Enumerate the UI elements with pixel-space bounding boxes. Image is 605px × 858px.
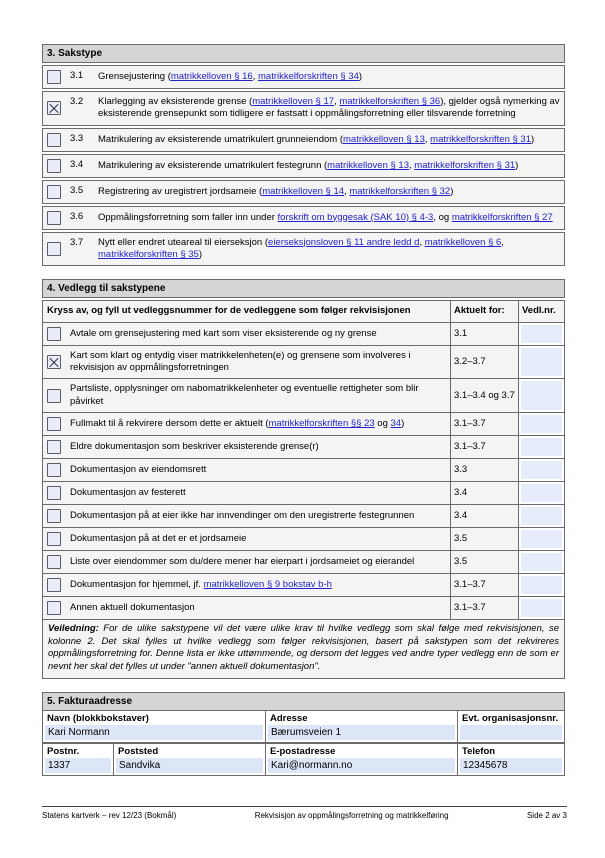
vedlnr-input[interactable] xyxy=(521,484,562,502)
row-text-segment: Dokumentasjon på at eier ikke har innvendinger om den uregistrerte festegrunnen xyxy=(70,509,415,521)
telefon-input[interactable]: 12345678 xyxy=(460,758,562,773)
sakstype-row-3.5 xyxy=(42,180,565,204)
sakstype-rows xyxy=(42,65,565,266)
row-text-segment: Fullmakt til å rekvirere dersom dette er aktuelt ( xyxy=(70,417,269,429)
vedlegg-label xyxy=(70,556,446,568)
section-vedlegg xyxy=(42,279,565,679)
law-reference-link[interactable]: 34 xyxy=(390,417,402,429)
row-text-segment: ) xyxy=(401,417,405,429)
epost-cell xyxy=(265,744,457,775)
vedlnr-cell xyxy=(518,379,564,412)
vedlegg-checkbox[interactable] xyxy=(47,463,61,477)
navn-input[interactable]: Kari Normann xyxy=(45,725,263,740)
vedlnr-input[interactable] xyxy=(521,461,562,479)
adresse-cell xyxy=(265,711,457,742)
vedlnr-cell xyxy=(518,528,564,550)
vedlegg-label xyxy=(70,441,446,453)
sakstype-checkbox-3.7[interactable] xyxy=(47,242,61,256)
postnr-input[interactable]: 1337 xyxy=(45,758,111,773)
row-text-segment: ) xyxy=(358,70,363,82)
navn-cell xyxy=(43,711,265,742)
aktuelt-for-value: 3.5 xyxy=(450,551,518,573)
law-reference-link[interactable]: matrikkelloven § 17 xyxy=(252,96,335,107)
orgnr-cell xyxy=(457,711,564,742)
vedlegg-label xyxy=(70,510,446,522)
vedlegg-label xyxy=(70,328,446,340)
row-text-segment: , xyxy=(424,133,431,145)
telefon-cell xyxy=(457,744,564,775)
vedlegg-checkbox[interactable] xyxy=(47,578,61,592)
vedlegg-label xyxy=(70,579,446,591)
aktuelt-for-value: 3.2–3.7 xyxy=(450,346,518,379)
law-reference-link[interactable]: matrikkelforskriften § 36 xyxy=(339,96,441,107)
poststed-input[interactable]: Sandvika xyxy=(116,758,263,773)
sakstype-number: 3.3 xyxy=(70,132,84,144)
vedlegg-label xyxy=(70,350,446,375)
footer-left: Statens kartverk – rev 12/23 (Bokmål) xyxy=(42,811,177,820)
row-text-segment: Liste over eiendommer som du/dere mener har eierpart i jordsameiet og eierandel xyxy=(70,555,415,567)
vedlnr-cell xyxy=(518,459,564,481)
row-text-segment: , xyxy=(252,70,259,82)
sakstype-label xyxy=(98,160,560,172)
sakstype-checkbox-3.1[interactable] xyxy=(47,70,61,84)
row-text-segment: Klarlegging av eksisterende grense ( xyxy=(98,96,253,107)
aktuelt-for-value: 3.1–3.7 xyxy=(450,597,518,619)
postnr-label: Postnr. xyxy=(47,746,80,758)
law-reference-link[interactable]: forskrift om byggesak (SAK 10) § 4-3 xyxy=(277,211,434,223)
vedlnr-cell xyxy=(518,482,564,504)
vedlegg-label xyxy=(70,418,446,430)
vedlegg-label xyxy=(70,464,446,476)
law-reference-link[interactable]: matrikkelforskriften § 31 xyxy=(414,159,516,171)
row-text-segment: , og xyxy=(433,211,452,223)
section-fakturaadresse-header: 5. Fakturaadresse xyxy=(42,692,565,711)
sakstype-number: 3.7 xyxy=(70,236,84,248)
row-text-segment: Matrikulering av eksisterende umatrikulert grunneiendom ( xyxy=(98,133,344,145)
adresse-input[interactable]: Bærumsveien 1 xyxy=(268,725,455,740)
vedlegg-row xyxy=(42,412,565,436)
page-footer xyxy=(42,806,567,820)
law-reference-link[interactable]: matrikkelloven § 6 xyxy=(424,236,502,248)
row-text-segment: Kart som klart og entydig viser matrikkelenheten(e) og grensene som involveres i rekvisisjon av oppmålingsforretningen xyxy=(70,349,411,374)
law-reference-link[interactable]: matrikkelloven § 13 xyxy=(327,159,410,171)
veiledning-note xyxy=(42,619,565,679)
vedlegg-checkbox[interactable] xyxy=(47,601,61,615)
law-reference-link[interactable]: eierseksjonsloven § 11 andre ledd d xyxy=(268,236,420,248)
vedlnr-input[interactable] xyxy=(521,599,562,617)
row-text-segment: Oppmålingsforretning som faller inn under xyxy=(98,211,278,223)
vedlegg-column-header-row xyxy=(42,300,565,322)
vedlnr-input[interactable] xyxy=(521,381,562,410)
sakstype-label xyxy=(98,96,560,121)
vedlegg-row-main xyxy=(43,574,450,596)
vedlegg-checkbox[interactable] xyxy=(47,417,61,431)
vedlnr-cell xyxy=(518,597,564,619)
law-reference-link[interactable]: matrikkelforskriften § 31 xyxy=(430,133,531,145)
vedlegg-row-main xyxy=(43,482,450,504)
vedlnr-cell xyxy=(518,551,564,573)
sakstype-row-3.2 xyxy=(42,91,565,126)
sakstype-checkbox-3.5[interactable] xyxy=(47,185,61,199)
aktuelt-for-value: 3.1–3.7 xyxy=(450,436,518,458)
vedlnr-input[interactable] xyxy=(521,348,562,377)
vedlegg-row xyxy=(42,435,565,459)
column-header-vedlnr: Vedl.nr. xyxy=(518,301,564,321)
sakstype-number: 3.4 xyxy=(70,158,84,170)
vedlegg-row-main xyxy=(43,379,450,412)
orgnr-label: Evt. organisasjonsnr. xyxy=(462,713,559,725)
aktuelt-for-value: 3.1–3.7 xyxy=(450,574,518,596)
sakstype-label xyxy=(98,71,560,83)
epost-label: E-postadresse xyxy=(270,746,336,758)
row-text-segment: Dokumentasjon for hjemmel, jf. xyxy=(70,578,204,590)
vedlegg-checkbox[interactable] xyxy=(47,355,61,369)
epost-input[interactable]: Kari@normann.no xyxy=(268,758,455,773)
row-text-segment: og xyxy=(374,417,391,429)
column-header-aktuelt: Aktuelt for: xyxy=(450,301,518,321)
poststed-cell xyxy=(113,744,265,775)
vedlnr-input[interactable] xyxy=(521,530,562,548)
row-text-segment: Nytt eller endret uteareal til eierseksjon ( xyxy=(98,236,269,248)
footer-right: Side 2 av 3 xyxy=(526,811,567,820)
vedlegg-rows xyxy=(42,322,565,620)
row-text-segment: Eldre dokumentasjon som beskriver eksisterende grense(r) xyxy=(70,440,319,452)
vedlnr-input[interactable] xyxy=(521,507,562,525)
vedlegg-label xyxy=(70,602,446,614)
row-text-segment: Matrikulering av eksisterende umatrikulert festegrunn ( xyxy=(98,159,328,171)
row-text-segment: ) xyxy=(531,133,535,145)
row-text-segment: Registrering av uregistrert jordsameie ( xyxy=(98,185,263,197)
vedlegg-row xyxy=(42,573,565,597)
vedlegg-row xyxy=(42,378,565,413)
footer-center: Rekvisisjon av oppmålingsforretning og matrikkelføring xyxy=(254,811,449,820)
vedlegg-row-main xyxy=(43,436,450,458)
vedlnr-input[interactable] xyxy=(521,553,562,571)
vedlegg-row-main xyxy=(43,346,450,379)
sakstype-checkbox-3.4[interactable] xyxy=(47,159,61,173)
sakstype-row-3.3 xyxy=(42,128,565,152)
aktuelt-for-value: 3.1–3.7 xyxy=(450,413,518,435)
poststed-label: Poststed xyxy=(118,746,159,758)
law-reference-link[interactable]: matrikkelforskriften § 35 xyxy=(98,249,199,261)
aktuelt-for-value: 3.3 xyxy=(450,459,518,481)
sakstype-number: 3.5 xyxy=(70,184,84,196)
sakstype-label xyxy=(98,212,560,224)
vedlnr-cell xyxy=(518,436,564,458)
vedlegg-checkbox[interactable] xyxy=(47,486,61,500)
section-vedlegg-header: 4. Vedlegg til sakstypene xyxy=(42,279,565,298)
vedlegg-checkbox[interactable] xyxy=(47,509,61,523)
law-reference-link[interactable]: matrikkelforskriften § 27 xyxy=(451,211,553,223)
orgnr-input[interactable] xyxy=(460,725,562,740)
vedlnr-input[interactable] xyxy=(521,438,562,456)
law-reference-link[interactable]: matrikkelforskriften § 32 xyxy=(349,185,451,197)
row-text-segment: Partsliste, opplysninger om nabomatrikkelenheter og eventuelle rettigheter som blir påvirket xyxy=(70,383,419,407)
aktuelt-for-value: 3.5 xyxy=(450,528,518,550)
section-fakturaadresse xyxy=(42,692,565,776)
row-text-segment: Dokumentasjon på at det er et jordsameie xyxy=(70,532,247,544)
sakstype-number: 3.1 xyxy=(70,70,84,81)
vedlegg-row xyxy=(42,458,565,482)
row-text-segment: Avtale om grensejustering med kart som viser eksisterende og ny grense xyxy=(70,327,377,339)
sakstype-label xyxy=(98,134,560,146)
sakstype-checkbox-3.3[interactable] xyxy=(47,133,61,147)
sakstype-row-3.4 xyxy=(42,154,565,178)
vedlegg-row-main xyxy=(43,597,450,619)
aktuelt-for-value: 3.1–3.4 og 3.7 xyxy=(450,379,518,412)
vedlnr-cell xyxy=(518,574,564,596)
sakstype-row-3.6 xyxy=(42,206,565,230)
vedlnr-input[interactable] xyxy=(521,415,562,433)
vedlnr-cell xyxy=(518,505,564,527)
navn-label: Navn (blokkbokstaver) xyxy=(47,713,149,725)
vedlegg-row xyxy=(42,550,565,574)
sakstype-label xyxy=(98,186,560,198)
sakstype-row-3.1 xyxy=(42,65,565,89)
row-text-segment: Dokumentasjon av eiendomsrett xyxy=(70,463,207,475)
faktura-row-2 xyxy=(42,743,565,776)
row-text-segment: Dokumentasjon av festerett xyxy=(70,486,186,498)
section-sakstype xyxy=(42,44,565,266)
vedlegg-row-main xyxy=(43,413,450,435)
row-text-segment: , xyxy=(419,236,425,248)
vedlegg-checkbox[interactable] xyxy=(47,389,61,403)
vedlnr-input[interactable] xyxy=(521,325,562,343)
law-reference-link[interactable]: matrikkelforskriften §§ 23 xyxy=(268,417,375,429)
vedlnr-input[interactable] xyxy=(521,576,562,594)
vedlegg-checkbox[interactable] xyxy=(47,327,61,341)
vedlnr-cell xyxy=(518,413,564,435)
vedlegg-checkbox[interactable] xyxy=(47,440,61,454)
vedlnr-cell xyxy=(518,346,564,379)
sakstype-checkbox-3.2[interactable] xyxy=(47,101,61,115)
row-text-segment: , xyxy=(334,96,340,107)
faktura-row-1 xyxy=(42,711,565,743)
vedlegg-row-main xyxy=(43,528,450,550)
vedlegg-checkbox[interactable] xyxy=(47,532,61,546)
law-reference-link[interactable]: matrikkelloven § 16 xyxy=(170,70,253,82)
veiledning-text: For de ulike sakstypene vil det være ulike krav til hvilke vedlegg som skal følge med rekvisisjonen, se kolonne 2. Det skal fylles ut hvilke vedlegg som følger rekvisisjonen, basert på sakstypen som det rekvireres oppmålingsforretning for. Denne lista er ikke uttømmende, og dersom det legges ved andre typer vedlegg enn de som er nevnt her skal det fylles ut under "annen aktuell dokumentasjon". xyxy=(48,623,559,672)
adresse-label: Adresse xyxy=(270,713,308,725)
vedlegg-row-main xyxy=(43,505,450,527)
vedlegg-row xyxy=(42,345,565,380)
section-sakstype-header: 3. Sakstype xyxy=(42,44,565,63)
sakstype-number: 3.2 xyxy=(70,96,84,107)
row-text-segment: ) xyxy=(198,249,203,261)
vedlegg-label xyxy=(70,533,446,545)
vedlegg-row xyxy=(42,596,565,620)
law-reference-link[interactable]: matrikkelloven § 13 xyxy=(343,133,425,145)
sakstype-label xyxy=(98,237,560,262)
vedlegg-label xyxy=(70,383,446,408)
row-text-segment: ), gjelder også nymerking av eksisterende grensepunkt som tidligere er fastsatt i oppmålingsforretning eller tilsvarende forretning xyxy=(98,96,560,120)
law-reference-link[interactable]: matrikkelforskriften § 34 xyxy=(258,70,359,82)
aktuelt-for-value: 3.4 xyxy=(450,482,518,504)
row-text-segment: ) xyxy=(515,159,519,171)
column-header-main: Kryss av, og fyll ut vedleggsnummer for de vedleggene som følger rekvisisjonen xyxy=(47,305,411,317)
sakstype-row-3.7 xyxy=(42,232,565,267)
row-text-segment: , xyxy=(501,236,504,248)
sakstype-checkbox-3.6[interactable] xyxy=(47,211,61,225)
vedlegg-row xyxy=(42,527,565,551)
vedlegg-row xyxy=(42,322,565,346)
sakstype-number: 3.6 xyxy=(70,210,84,222)
vedlegg-row-main xyxy=(43,459,450,481)
vedlegg-label xyxy=(70,487,446,499)
vedlegg-checkbox[interactable] xyxy=(47,555,61,569)
telefon-label: Telefon xyxy=(462,746,496,758)
veiledning-lead: Veiledning: xyxy=(48,623,99,635)
vedlegg-row-main xyxy=(43,323,450,345)
aktuelt-for-value: 3.1 xyxy=(450,323,518,345)
law-reference-link[interactable]: matrikkelloven § 9 bokstav b-h xyxy=(203,578,332,590)
vedlegg-row-main xyxy=(43,551,450,573)
row-text-segment: , xyxy=(344,185,350,197)
vedlegg-row xyxy=(42,481,565,505)
vedlegg-row xyxy=(42,504,565,528)
row-text-segment: ) xyxy=(450,185,454,197)
row-text-segment: Grensejustering ( xyxy=(98,70,171,82)
postnr-cell xyxy=(43,744,113,775)
aktuelt-for-value: 3.4 xyxy=(450,505,518,527)
row-text-segment: , xyxy=(409,159,415,171)
row-text-segment: Annen aktuell dokumentasjon xyxy=(70,601,195,613)
vedlnr-cell xyxy=(518,323,564,345)
law-reference-link[interactable]: matrikkelloven § 14 xyxy=(262,185,345,197)
